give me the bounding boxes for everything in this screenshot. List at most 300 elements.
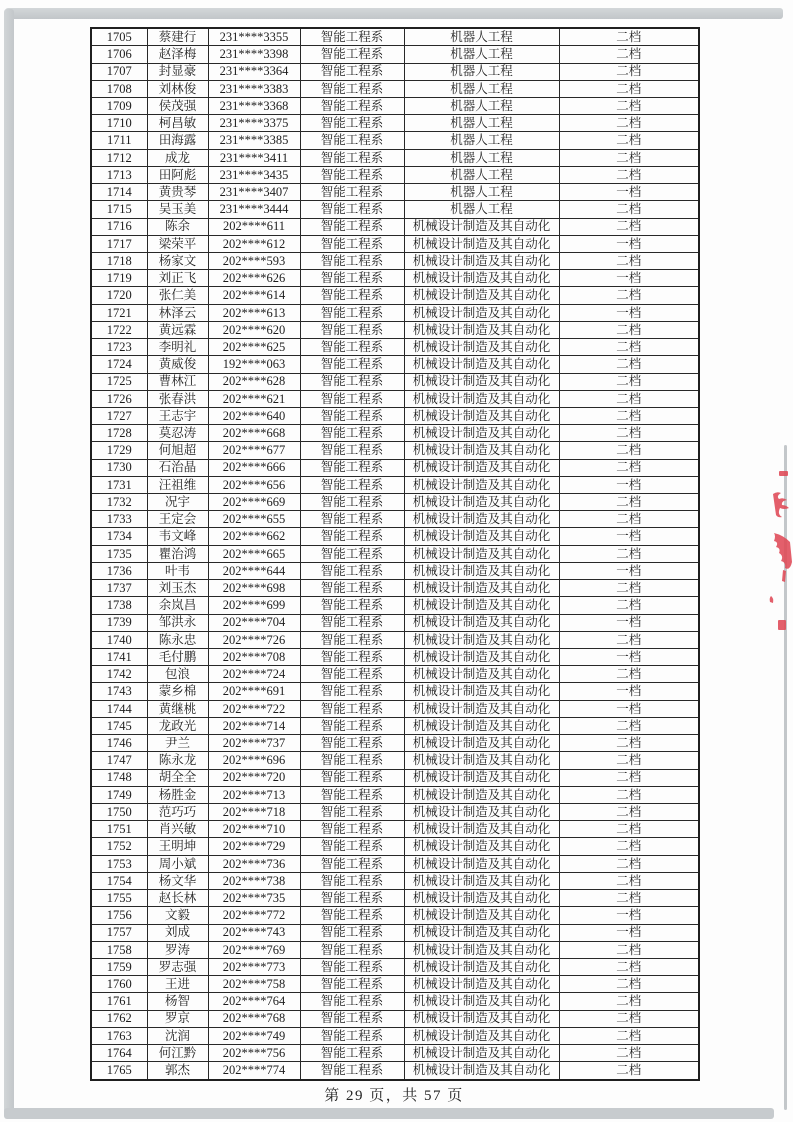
table-cell: 1721 [91, 304, 147, 321]
table-cell: 二档 [559, 287, 699, 304]
table-cell: 黄远霖 [147, 321, 208, 338]
table-cell: 智能工程系 [300, 735, 404, 752]
table-cell: 二档 [559, 941, 699, 958]
table-cell: 黄继桃 [147, 700, 208, 717]
table-cell: 田阿彪 [147, 166, 208, 183]
table-cell: 陈永忠 [147, 631, 208, 648]
table-row [91, 907, 699, 924]
table-cell: 1759 [91, 958, 147, 975]
table-cell: 机械设计制造及其自动化 [404, 872, 559, 889]
table-cell: 机械设计制造及其自动化 [404, 235, 559, 252]
table-cell: 202****729 [208, 838, 300, 855]
table-cell: 202****620 [208, 321, 300, 338]
table-cell: 王志宇 [147, 407, 208, 424]
table-cell: 202****743 [208, 924, 300, 941]
table-cell: 202****736 [208, 855, 300, 872]
table-cell: 智能工程系 [300, 149, 404, 166]
table-row [91, 631, 699, 648]
table-cell: 智能工程系 [300, 442, 404, 459]
table-cell: 二档 [559, 339, 699, 356]
table-cell: 机器人工程 [404, 63, 559, 80]
table-cell: 智能工程系 [300, 494, 404, 511]
table-row [91, 976, 699, 993]
table-row [91, 356, 699, 373]
table-cell: 周小斌 [147, 855, 208, 872]
table-cell: 202****774 [208, 1062, 300, 1080]
table-cell: 一档 [559, 270, 699, 287]
table-cell: 智能工程系 [300, 476, 404, 493]
table-cell: 智能工程系 [300, 769, 404, 786]
table-cell: 二档 [559, 735, 699, 752]
table-row [91, 63, 699, 80]
table-cell: 莫忍涛 [147, 425, 208, 442]
table-cell: 智能工程系 [300, 373, 404, 390]
table-cell: 1747 [91, 752, 147, 769]
table-cell: 202****677 [208, 442, 300, 459]
table-cell: 郭杰 [147, 1062, 208, 1080]
table-row [91, 838, 699, 855]
table-cell: 一档 [559, 614, 699, 631]
table-cell: 智能工程系 [300, 821, 404, 838]
table-cell: 1758 [91, 941, 147, 958]
table-cell: 王定会 [147, 511, 208, 528]
table-cell: 机械设计制造及其自动化 [404, 941, 559, 958]
table-cell: 1729 [91, 442, 147, 459]
table-cell: 202****710 [208, 821, 300, 838]
table-cell: 1756 [91, 907, 147, 924]
table-cell: 1737 [91, 580, 147, 597]
table-cell: 202****593 [208, 252, 300, 269]
table-cell: 机械设计制造及其自动化 [404, 597, 559, 614]
table-row [91, 941, 699, 958]
table-cell: 202****626 [208, 270, 300, 287]
table-cell: 瞿治鸿 [147, 545, 208, 562]
table-cell: 智能工程系 [300, 786, 404, 803]
table-cell: 智能工程系 [300, 941, 404, 958]
table-cell: 1761 [91, 993, 147, 1010]
table-cell: 1706 [91, 46, 147, 63]
table-cell: 智能工程系 [300, 287, 404, 304]
table-cell: 202****614 [208, 287, 300, 304]
table-cell: 二档 [559, 631, 699, 648]
table-cell: 智能工程系 [300, 545, 404, 562]
table-cell: 1713 [91, 166, 147, 183]
table-row [91, 98, 699, 115]
table-cell: 1762 [91, 1010, 147, 1027]
table-cell: 1709 [91, 98, 147, 115]
table-cell: 1748 [91, 769, 147, 786]
table-row [91, 373, 699, 390]
table-row [91, 459, 699, 476]
table-cell: 1723 [91, 339, 147, 356]
table-cell: 202****611 [208, 218, 300, 235]
table-row [91, 201, 699, 218]
table-cell: 二档 [559, 356, 699, 373]
table-cell: 二档 [559, 98, 699, 115]
table-cell: 刘林俊 [147, 80, 208, 97]
table-cell: 赵长林 [147, 890, 208, 907]
table-cell: 智能工程系 [300, 528, 404, 545]
red-stamp-fragment [766, 465, 793, 637]
table-cell: 机械设计制造及其自动化 [404, 700, 559, 717]
table-cell: 机械设计制造及其自动化 [404, 993, 559, 1010]
table-row [91, 166, 699, 183]
table-cell: 智能工程系 [300, 321, 404, 338]
table-cell: 202****669 [208, 494, 300, 511]
table-cell: 231****3398 [208, 46, 300, 63]
table-cell: 1752 [91, 838, 147, 855]
table-row [91, 924, 699, 941]
table-cell: 1735 [91, 545, 147, 562]
table-cell: 二档 [559, 149, 699, 166]
table-cell: 机器人工程 [404, 201, 559, 218]
table-row [91, 1010, 699, 1027]
table-cell: 202****666 [208, 459, 300, 476]
table-cell: 二档 [559, 201, 699, 218]
table-cell: 机械设计制造及其自动化 [404, 270, 559, 287]
table-cell: 范巧巧 [147, 803, 208, 820]
table-cell: 1738 [91, 597, 147, 614]
table-cell: 202****714 [208, 717, 300, 734]
table-cell: 侯茂强 [147, 98, 208, 115]
table-cell: 202****655 [208, 511, 300, 528]
table-cell: 1743 [91, 683, 147, 700]
table-cell: 202****665 [208, 545, 300, 562]
table-cell: 智能工程系 [300, 803, 404, 820]
table-cell: 202****613 [208, 304, 300, 321]
table-cell: 机器人工程 [404, 184, 559, 201]
table-row [91, 597, 699, 614]
table-row [91, 855, 699, 872]
table-cell: 1739 [91, 614, 147, 631]
table-cell: 智能工程系 [300, 631, 404, 648]
table-cell: 李明礼 [147, 339, 208, 356]
table-row [91, 287, 699, 304]
table-cell: 机械设计制造及其自动化 [404, 924, 559, 941]
table-row [91, 769, 699, 786]
table-cell: 龙政光 [147, 717, 208, 734]
table-cell: 田海露 [147, 132, 208, 149]
table-cell: 1719 [91, 270, 147, 287]
table-cell: 202****713 [208, 786, 300, 803]
table-cell: 机器人工程 [404, 28, 559, 46]
table-cell: 202****756 [208, 1045, 300, 1062]
table-row [91, 270, 699, 287]
table-cell: 1728 [91, 425, 147, 442]
table-cell: 机械设计制造及其自动化 [404, 666, 559, 683]
table-cell: 智能工程系 [300, 459, 404, 476]
table-cell: 1755 [91, 890, 147, 907]
table-cell: 202****773 [208, 958, 300, 975]
table-cell: 机械设计制造及其自动化 [404, 304, 559, 321]
table-row [91, 252, 699, 269]
table-cell: 智能工程系 [300, 597, 404, 614]
table-cell: 202****768 [208, 1010, 300, 1027]
table-cell: 202****758 [208, 976, 300, 993]
table-cell: 机械设计制造及其自动化 [404, 976, 559, 993]
table-cell: 1733 [91, 511, 147, 528]
table-cell: 黄威俊 [147, 356, 208, 373]
table-cell: 蒙乡棉 [147, 683, 208, 700]
table-row [91, 562, 699, 579]
table-row [91, 115, 699, 132]
table-cell: 1722 [91, 321, 147, 338]
table-cell: 机器人工程 [404, 149, 559, 166]
table-cell: 智能工程系 [300, 1045, 404, 1062]
table-cell: 二档 [559, 80, 699, 97]
table-cell: 二档 [559, 597, 699, 614]
table-cell: 柯昌敏 [147, 115, 208, 132]
table-cell: 机械设计制造及其自动化 [404, 545, 559, 562]
table-cell: 一档 [559, 907, 699, 924]
table-cell: 202****769 [208, 941, 300, 958]
table-cell: 毛付鹏 [147, 649, 208, 666]
table-cell: 机械设计制造及其自动化 [404, 907, 559, 924]
table-cell: 202****628 [208, 373, 300, 390]
table-cell: 二档 [559, 752, 699, 769]
table-cell: 二档 [559, 132, 699, 149]
table-cell: 二档 [559, 666, 699, 683]
table-cell: 二档 [559, 786, 699, 803]
table-cell: 二档 [559, 976, 699, 993]
table-cell: 石治晶 [147, 459, 208, 476]
table-row [91, 28, 699, 46]
table-cell: 二档 [559, 1062, 699, 1080]
table-cell: 机械设计制造及其自动化 [404, 821, 559, 838]
table-cell: 肖兴敏 [147, 821, 208, 838]
table-cell: 二档 [559, 838, 699, 855]
table-cell: 机械设计制造及其自动化 [404, 287, 559, 304]
table-cell: 机器人工程 [404, 115, 559, 132]
table-row [91, 821, 699, 838]
table-cell: 机器人工程 [404, 132, 559, 149]
table-cell: 一档 [559, 304, 699, 321]
table-cell: 二档 [559, 425, 699, 442]
table-cell: 机械设计制造及其自动化 [404, 390, 559, 407]
table-cell: 智能工程系 [300, 683, 404, 700]
table-cell: 1732 [91, 494, 147, 511]
table-cell: 机械设计制造及其自动化 [404, 752, 559, 769]
table-cell: 1727 [91, 407, 147, 424]
table-cell: 吴玉美 [147, 201, 208, 218]
table-row [91, 752, 699, 769]
table-cell: 智能工程系 [300, 28, 404, 46]
table-cell: 梁荣平 [147, 235, 208, 252]
table-cell: 机器人工程 [404, 166, 559, 183]
table-cell: 机械设计制造及其自动化 [404, 339, 559, 356]
table-cell: 二档 [559, 1045, 699, 1062]
table-cell: 机械设计制造及其自动化 [404, 425, 559, 442]
table-cell: 202****698 [208, 580, 300, 597]
table-cell: 202****644 [208, 562, 300, 579]
table-cell: 何江黔 [147, 1045, 208, 1062]
table-cell: 231****3375 [208, 115, 300, 132]
table-cell: 二档 [559, 218, 699, 235]
table-cell: 1760 [91, 976, 147, 993]
table-cell: 何旭超 [147, 442, 208, 459]
table-row [91, 580, 699, 597]
table-cell: 杨文华 [147, 872, 208, 889]
table-cell: 202****772 [208, 907, 300, 924]
table-cell: 机械设计制造及其自动化 [404, 614, 559, 631]
table-cell: 陈余 [147, 218, 208, 235]
table-cell: 202****640 [208, 407, 300, 424]
table-cell: 1745 [91, 717, 147, 734]
table-cell: 二档 [559, 890, 699, 907]
table-cell: 智能工程系 [300, 132, 404, 149]
table-cell: 二档 [559, 115, 699, 132]
table-cell: 智能工程系 [300, 339, 404, 356]
table-cell: 智能工程系 [300, 649, 404, 666]
table-cell: 1714 [91, 184, 147, 201]
table-cell: 智能工程系 [300, 218, 404, 235]
table-cell: 机械设计制造及其自动化 [404, 511, 559, 528]
table-cell: 刘玉杰 [147, 580, 208, 597]
table-cell: 1725 [91, 373, 147, 390]
table-cell: 机械设计制造及其自动化 [404, 717, 559, 734]
table-cell: 罗京 [147, 1010, 208, 1027]
table-cell: 二档 [559, 407, 699, 424]
table-row [91, 545, 699, 562]
table-cell: 林泽云 [147, 304, 208, 321]
table-row [91, 80, 699, 97]
table-cell: 1754 [91, 872, 147, 889]
table-cell: 智能工程系 [300, 562, 404, 579]
student-grade-table [90, 27, 700, 1081]
table-cell: 1757 [91, 924, 147, 941]
table-row [91, 442, 699, 459]
table-cell: 智能工程系 [300, 838, 404, 855]
table-row [91, 1062, 699, 1080]
table-cell: 智能工程系 [300, 304, 404, 321]
table-cell: 机械设计制造及其自动化 [404, 786, 559, 803]
table-cell: 曹林江 [147, 373, 208, 390]
table-cell: 1718 [91, 252, 147, 269]
table-cell: 智能工程系 [300, 1062, 404, 1080]
table-cell: 刘成 [147, 924, 208, 941]
table-row [91, 304, 699, 321]
table-cell: 智能工程系 [300, 924, 404, 941]
table-cell: 机械设计制造及其自动化 [404, 442, 559, 459]
table-cell: 一档 [559, 700, 699, 717]
table-cell: 智能工程系 [300, 80, 404, 97]
table-cell: 202****722 [208, 700, 300, 717]
table-cell: 1726 [91, 390, 147, 407]
table-cell: 1734 [91, 528, 147, 545]
table-row [91, 235, 699, 252]
table-cell: 机器人工程 [404, 98, 559, 115]
table-cell: 202****691 [208, 683, 300, 700]
table-cell: 机械设计制造及其自动化 [404, 562, 559, 579]
table-cell: 1763 [91, 1027, 147, 1044]
table-cell: 机械设计制造及其自动化 [404, 356, 559, 373]
table-cell: 智能工程系 [300, 511, 404, 528]
table-cell: 1710 [91, 115, 147, 132]
table-cell: 一档 [559, 683, 699, 700]
table-cell: 智能工程系 [300, 166, 404, 183]
table-cell: 二档 [559, 769, 699, 786]
table-cell: 机械设计制造及其自动化 [404, 735, 559, 752]
table-cell: 机械设计制造及其自动化 [404, 459, 559, 476]
table-cell: 叶韦 [147, 562, 208, 579]
table-cell: 二档 [559, 580, 699, 597]
table-cell: 1751 [91, 821, 147, 838]
table-cell: 机械设计制造及其自动化 [404, 769, 559, 786]
table-cell: 王明坤 [147, 838, 208, 855]
table-cell: 1764 [91, 1045, 147, 1062]
table-row [91, 683, 699, 700]
table-cell: 231****3444 [208, 201, 300, 218]
table-cell: 机械设计制造及其自动化 [404, 1045, 559, 1062]
table-cell: 202****708 [208, 649, 300, 666]
table-cell: 一档 [559, 476, 699, 493]
table-cell: 1705 [91, 28, 147, 46]
table-row [91, 528, 699, 545]
table-cell: 二档 [559, 511, 699, 528]
table-cell: 202****621 [208, 390, 300, 407]
table-cell: 1740 [91, 631, 147, 648]
table-row [91, 149, 699, 166]
table-cell: 智能工程系 [300, 958, 404, 975]
table-cell: 二档 [559, 1027, 699, 1044]
table-cell: 机械设计制造及其自动化 [404, 321, 559, 338]
table-cell: 蔡建行 [147, 28, 208, 46]
table-cell: 202****764 [208, 993, 300, 1010]
table-cell: 智能工程系 [300, 407, 404, 424]
table-cell: 202****662 [208, 528, 300, 545]
table-cell: 胡全全 [147, 769, 208, 786]
table-cell: 机械设计制造及其自动化 [404, 649, 559, 666]
table-cell: 二档 [559, 46, 699, 63]
table-cell: 231****3368 [208, 98, 300, 115]
table-cell: 二档 [559, 28, 699, 46]
table-row [91, 993, 699, 1010]
table-cell: 杨家文 [147, 252, 208, 269]
table-cell: 智能工程系 [300, 717, 404, 734]
table-row [91, 46, 699, 63]
table-cell: 二档 [559, 545, 699, 562]
table-cell: 二档 [559, 803, 699, 820]
table-row [91, 666, 699, 683]
table-cell: 智能工程系 [300, 976, 404, 993]
table-row [91, 649, 699, 666]
table-cell: 机械设计制造及其自动化 [404, 528, 559, 545]
table-cell: 机械设计制造及其自动化 [404, 803, 559, 820]
table-cell: 1731 [91, 476, 147, 493]
table-cell: 1716 [91, 218, 147, 235]
table-cell: 二档 [559, 821, 699, 838]
table-cell: 智能工程系 [300, 855, 404, 872]
table-row [91, 803, 699, 820]
table-row [91, 390, 699, 407]
table-cell: 二档 [559, 373, 699, 390]
table-cell: 机械设计制造及其自动化 [404, 252, 559, 269]
table-cell: 韦文峰 [147, 528, 208, 545]
table-cell: 机械设计制造及其自动化 [404, 631, 559, 648]
table-cell: 智能工程系 [300, 907, 404, 924]
table-cell: 二档 [559, 1010, 699, 1027]
table-cell: 杨智 [147, 993, 208, 1010]
table-row [91, 1045, 699, 1062]
table-cell: 202****656 [208, 476, 300, 493]
table-cell: 二档 [559, 166, 699, 183]
table-cell: 机械设计制造及其自动化 [404, 855, 559, 872]
table-cell: 202****704 [208, 614, 300, 631]
table-cell: 一档 [559, 924, 699, 941]
table-cell: 二档 [559, 872, 699, 889]
table-cell: 杨胜金 [147, 786, 208, 803]
page-number-footer: 第 29 页，共 57 页 [324, 1088, 464, 1104]
